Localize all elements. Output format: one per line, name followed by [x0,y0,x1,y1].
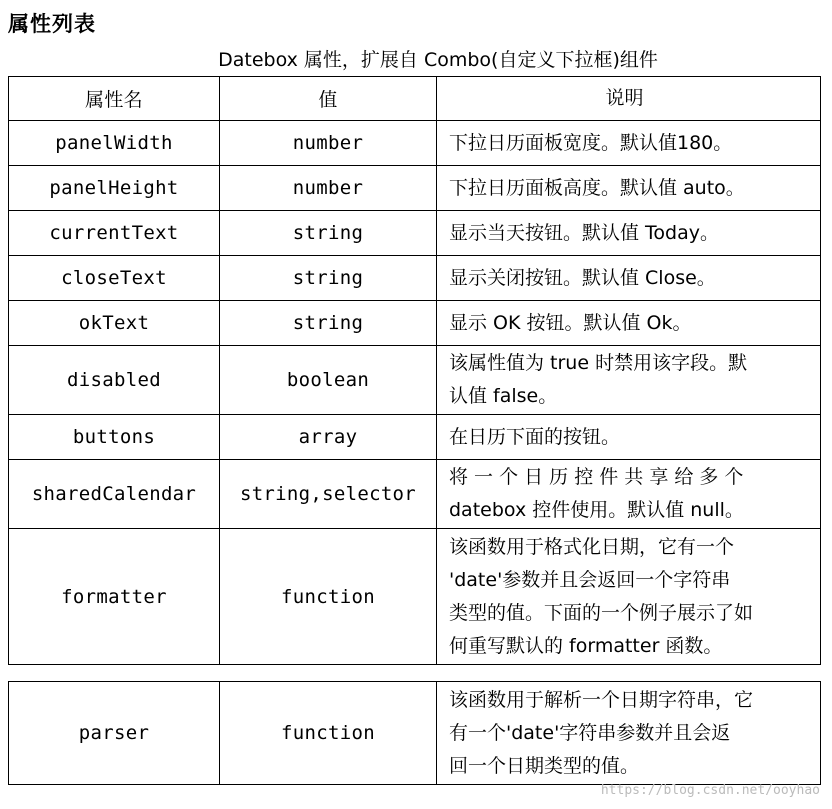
table-row [9,529,821,665]
description-line: 将 一 个 日 历 控 件 共 享 给 多 个 [449,466,744,488]
property-name: closeText [9,256,220,301]
property-description: 显示当天按钮。默认值 Today。 [437,211,821,256]
table-row [9,460,821,529]
column-header-name: 属性名 [9,77,220,121]
property-name: panelWidth [9,121,220,166]
description-line: datebox 控件使用。默认值 null。 [449,499,744,521]
property-name: sharedCalendar [9,460,220,529]
property-description: 下拉日历面板高度。默认值 auto。 [437,166,821,211]
description-line: 该属性值为 true 时禁用该字段。默 [449,352,748,374]
property-description: 下拉日历面板宽度。默认值180。 [437,121,821,166]
property-type: string [220,301,437,346]
table-header-row [9,77,821,121]
property-name: buttons [9,415,220,460]
property-name: disabled [9,346,220,415]
table-row [9,211,821,256]
property-description [437,529,821,665]
description-line: 何重写默认的 formatter 函数。 [449,634,723,657]
properties-table [8,76,821,665]
property-type: number [220,166,437,211]
description-line: 回一个日期类型的值。 [449,754,640,777]
table-caption: Datebox 属性，扩展自 Combo(自定义下拉框)组件 [218,49,658,71]
column-header-value: 值 [220,77,437,121]
description-line: 该函数用于格式化日期，它有一个 [449,535,735,558]
description-line: 有一个'date'字符串参数并且会返 [449,721,731,744]
property-name: formatter [9,529,220,665]
property-type: boolean [220,346,437,415]
watermark: https://blog.csdn.net/ooyhao [600,783,820,798]
property-description: 显示 OK 按钮。默认值 Ok。 [437,301,821,346]
table-row [9,346,821,415]
table-row [9,166,821,211]
property-name: currentText [9,211,220,256]
description-line: 认值 false。 [449,385,558,407]
column-header-description: 说明 [437,77,821,121]
section-heading: 属性列表 [8,12,96,36]
property-description: 在日历下面的按钮。 [437,415,821,460]
property-name: parser [9,682,220,785]
property-type: string,selector [220,460,437,529]
property-type: function [220,529,437,665]
table-row [9,301,821,346]
properties-table-continued [8,681,821,785]
property-name: okText [9,301,220,346]
property-description [437,682,821,785]
property-description [437,346,821,415]
property-type: number [220,121,437,166]
property-type: string [220,256,437,301]
description-line: 'date'参数并且会返回一个字符串 [449,568,731,591]
property-type: array [220,415,437,460]
description-line: 类型的值。下面的一个例子展示了如 [449,601,754,624]
table-row [9,121,821,166]
property-type: string [220,211,437,256]
table-row [9,256,821,301]
property-type: function [220,682,437,785]
property-description: 显示关闭按钮。默认值 Close。 [437,256,821,301]
property-name: panelHeight [9,166,220,211]
table-row [9,682,821,785]
description-line: 该函数用于解析一个日期字符串，它 [449,688,754,711]
table-row [9,415,821,460]
property-description [437,460,821,529]
